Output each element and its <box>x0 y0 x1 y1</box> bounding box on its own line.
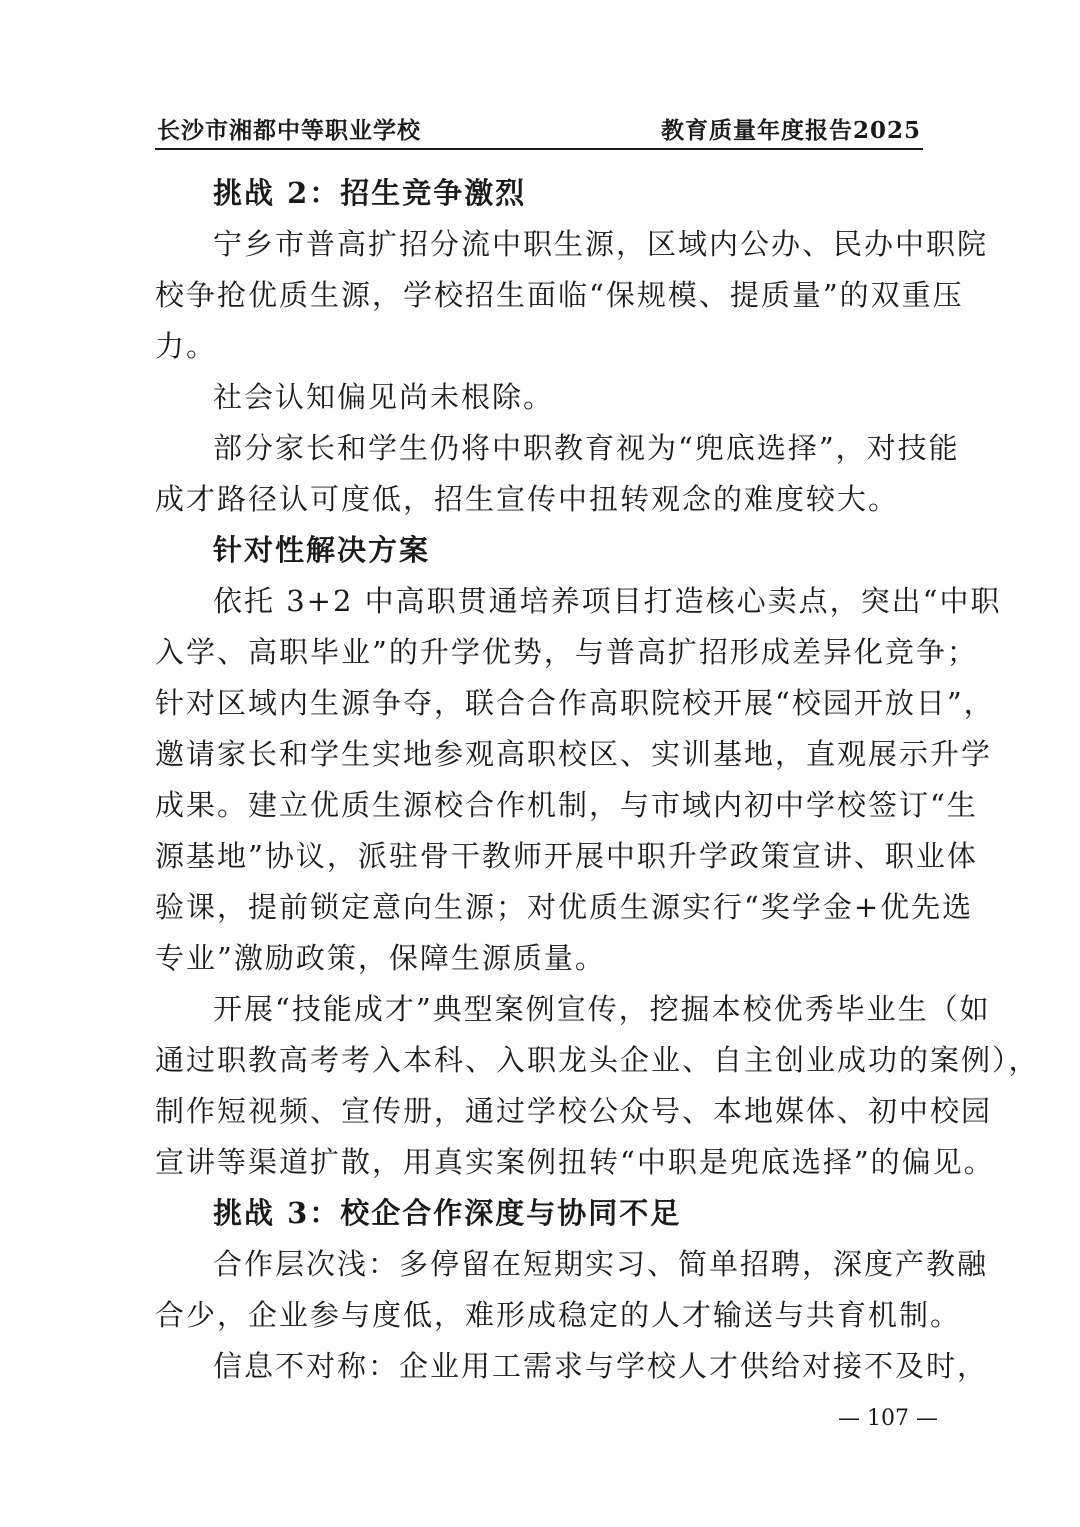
body-text <box>155 168 1040 1392</box>
text-line: 依托 3+2 中高职贯通培养项目打造核心卖点，突出“中职 <box>213 584 1002 618</box>
text-line: 信息不对称：企业用工需求与学校人才供给对接不及时， <box>213 1349 989 1383</box>
text-line: 合少，企业参与度低，难形成稳定的人才输送与共育机制。 <box>155 1298 962 1332</box>
text-line: 入学、高职毕业”的升学优势，与普高扩招形成差异化竞争； <box>155 635 978 669</box>
header-school-name: 长沙市湘都中等职业学校 <box>157 117 421 144</box>
text-line: 校争抢优质生源，学校招生面临“保规模、提质量”的双重压 <box>155 278 964 312</box>
header-report-title: 教育质量年度报告2025 <box>660 117 921 144</box>
text-line: 合作层次浅：多停留在短期实习、简单招聘，深度产教融 <box>213 1247 989 1281</box>
page-header <box>155 108 923 150</box>
text-line: 制作短视频、宣传册，通过学校公众号、本地媒体、初中校园 <box>155 1094 993 1128</box>
text-line: 宁乡市普高扩招分流中职生源，区域内公办、民办中职院 <box>213 227 989 261</box>
text-line: 邀请家长和学生实地参观高职校区、实训基地，直观展示升学 <box>155 737 993 771</box>
text-line: 社会认知偏见尚未根除。 <box>213 380 555 414</box>
text-line: 开展“技能成才”典型案例宣传，挖掘本校优秀毕业生（如 <box>213 992 991 1026</box>
text-line: 成才路径认可度低，招生宣传中扭转观念的难度较大。 <box>155 482 900 516</box>
text-line: 验课，提前锁定意向生源；对优质生源实行“奖学金+优先选 <box>155 890 974 924</box>
text-line: 宣讲等渠道扩散，用真实案例扭转“中职是兜底选择”的偏见。 <box>155 1145 995 1179</box>
section-heading: 挑战 3：校企合作深度与协同不足 <box>213 1196 682 1230</box>
text-line: 专业”激励政策，保障生源质量。 <box>155 941 606 975</box>
text-line: 部分家长和学生仍将中职教育视为“兜底选择”，对技能 <box>213 431 960 465</box>
text-line: 力。 <box>155 329 218 363</box>
text-line: 成果。建立优质生源校合作机制，与市域内初中学校签订“生 <box>155 788 978 822</box>
text-line: 针对区域内生源争夺，联合合作高职院校开展“校园开放日”， <box>155 686 995 720</box>
section-heading: 针对性解决方案 <box>213 533 431 567</box>
text-line: 通过职教高考考入本科、入职龙头企业、自主创业成功的案例）， <box>155 1043 1040 1077</box>
section-heading: 挑战 2：招生竞争激烈 <box>213 176 527 210</box>
text-line: 源基地”协议，派驻骨干教师开展中职升学政策宣讲、职业体 <box>155 839 978 873</box>
page-number: — 107 — <box>838 1406 938 1431</box>
